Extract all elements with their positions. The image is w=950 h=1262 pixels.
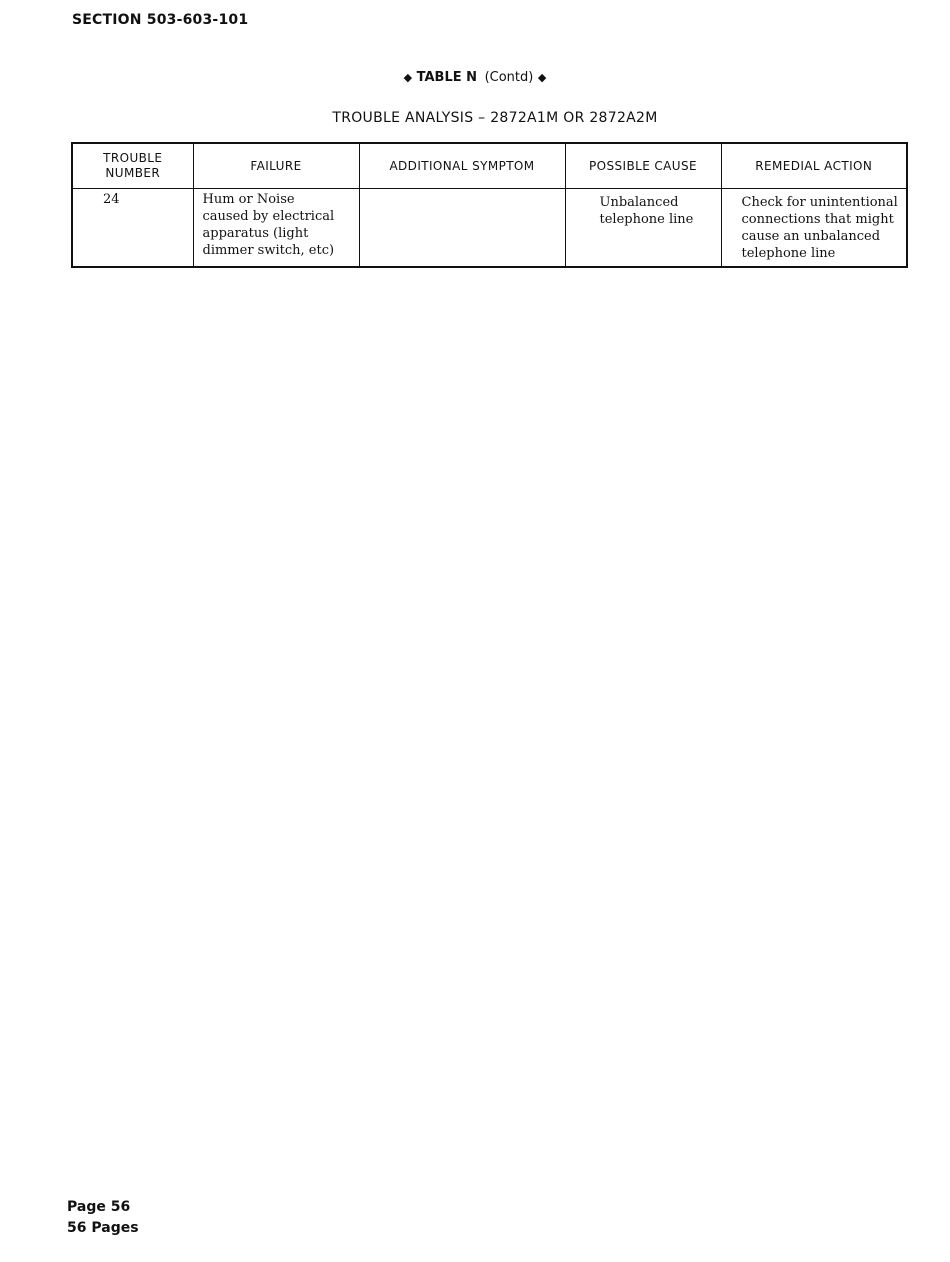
cell-additional-symptom — [359, 189, 565, 268]
right-arrow-marker-icon: ◆ — [403, 71, 413, 84]
table-heading — [0, 70, 950, 85]
cell-trouble-number: 24 — [72, 189, 193, 268]
table-label: TABLE N — [416, 70, 478, 85]
header-trouble-number: TROUBLE NUMBER — [72, 143, 193, 189]
section-header: SECTION 503-603-101 — [72, 12, 249, 28]
table-contd: (Contd) — [484, 70, 534, 85]
table-row — [72, 189, 907, 268]
cell-possible-cause: Unbalanced telephone line — [565, 189, 721, 268]
page-count: 56 Pages — [67, 1220, 139, 1236]
trouble-analysis-table — [71, 142, 908, 268]
cell-remedial-action: Check for unintentional connections that might cause an unbalanced telephone line — [721, 189, 907, 268]
table-subheading: TROUBLE ANALYSIS – 2872A1M OR 2872A2M — [332, 110, 658, 126]
header-possible-cause: POSSIBLE CAUSE — [565, 143, 721, 189]
cell-failure: Hum or Noise caused by electrical apparatus (light dimmer switch, etc) — [193, 189, 359, 268]
header-remedial-action: REMEDIAL ACTION — [721, 143, 907, 189]
header-failure: FAILURE — [193, 143, 359, 189]
left-arrow-marker-icon: ◆ — [537, 71, 547, 84]
header-additional-symptom: ADDITIONAL SYMPTOM — [359, 143, 565, 189]
page-footer — [67, 1197, 139, 1239]
table-header-row — [72, 143, 907, 189]
page-number: Page 56 — [67, 1199, 131, 1215]
